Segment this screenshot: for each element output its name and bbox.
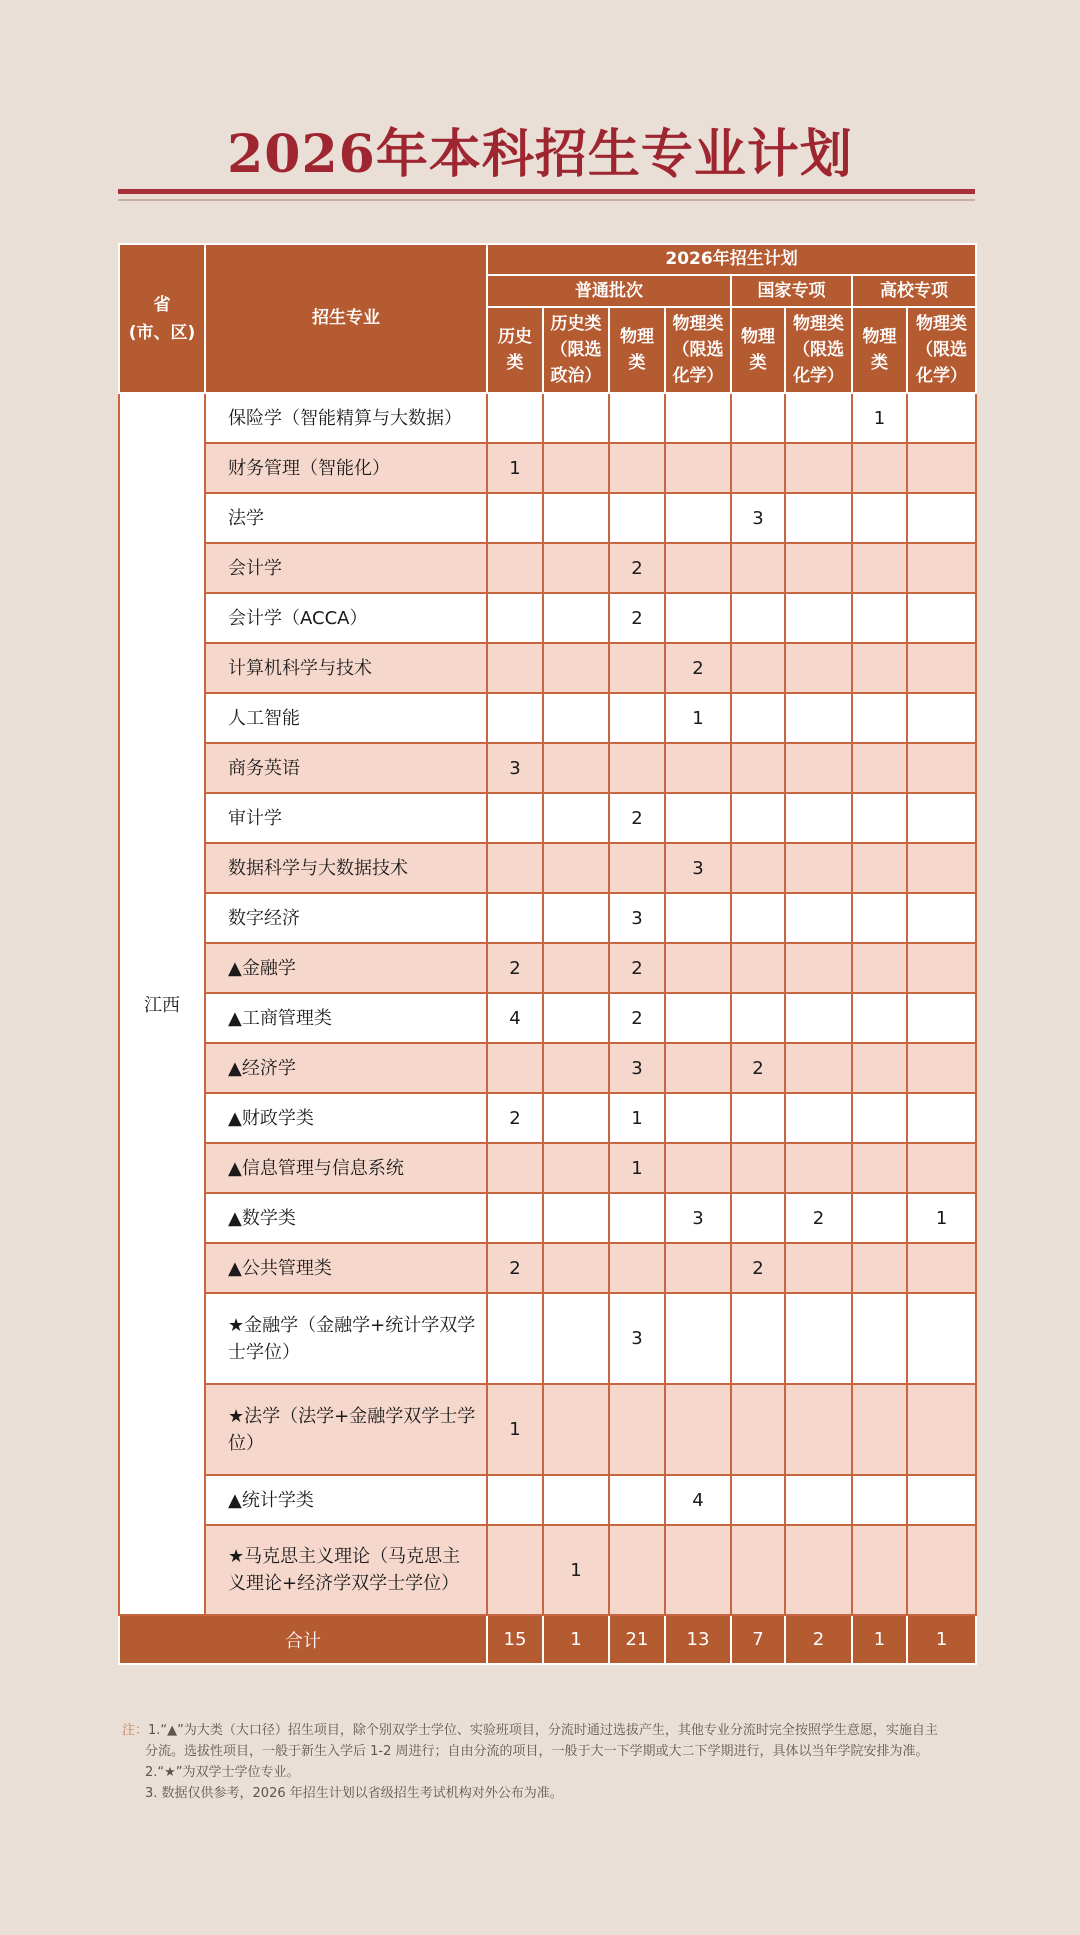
quota-cell	[852, 793, 907, 843]
quota-cell: 2	[609, 793, 665, 843]
quota-cell	[487, 393, 543, 443]
quota-cell: 2	[487, 943, 543, 993]
table-row	[119, 543, 976, 593]
quota-cell	[852, 443, 907, 493]
quota-cell	[665, 993, 731, 1043]
table-row	[119, 643, 976, 693]
quota-cell	[609, 443, 665, 493]
quota-cell	[731, 1293, 785, 1384]
province-cell: 江西	[119, 393, 205, 1615]
major-name: 数据科学与大数据技术	[205, 843, 487, 893]
quota-cell: 3	[665, 1193, 731, 1243]
quota-cell	[731, 893, 785, 943]
quota-cell	[731, 643, 785, 693]
quota-cell	[852, 893, 907, 943]
note-line-3: 2.“★”为双学士学位专业。	[145, 1765, 300, 1780]
total-cell: 13	[665, 1615, 731, 1664]
quota-cell	[731, 1525, 785, 1615]
quota-cell	[907, 843, 976, 893]
quota-cell	[907, 993, 976, 1043]
quota-cell	[785, 643, 852, 693]
table-row	[119, 743, 976, 793]
total-cell: 7	[731, 1615, 785, 1664]
major-name: ▲金融学	[205, 943, 487, 993]
quota-cell	[487, 1293, 543, 1384]
quota-cell	[852, 543, 907, 593]
table-row	[119, 1384, 976, 1475]
quota-cell	[785, 843, 852, 893]
quota-cell: 2	[609, 943, 665, 993]
major-name: ▲工商管理类	[205, 993, 487, 1043]
quota-cell	[852, 1293, 907, 1384]
quota-cell	[609, 1525, 665, 1615]
quota-cell	[785, 543, 852, 593]
major-name: 人工智能	[205, 693, 487, 743]
quota-cell	[852, 643, 907, 693]
major-name: 计算机科学与技术	[205, 643, 487, 693]
total-cell: 1	[852, 1615, 907, 1664]
quota-cell	[665, 1093, 731, 1143]
table-row	[119, 1143, 976, 1193]
quota-cell	[852, 1193, 907, 1243]
quota-cell	[785, 593, 852, 643]
quota-cell	[785, 893, 852, 943]
table-row	[119, 1525, 976, 1615]
table-row	[119, 993, 976, 1043]
quota-cell	[907, 1384, 976, 1475]
quota-cell	[609, 393, 665, 443]
quota-cell	[907, 893, 976, 943]
quota-cell	[731, 693, 785, 743]
quota-cell	[785, 1043, 852, 1093]
quota-cell	[487, 1525, 543, 1615]
quota-cell	[665, 493, 731, 543]
quota-cell	[665, 793, 731, 843]
quota-cell	[785, 1143, 852, 1193]
quota-cell	[543, 593, 609, 643]
major-name: ▲经济学	[205, 1043, 487, 1093]
quota-cell: 1	[487, 1384, 543, 1475]
quota-cell	[543, 743, 609, 793]
major-name: ▲信息管理与信息系统	[205, 1143, 487, 1193]
quota-cell: 2	[487, 1243, 543, 1293]
quota-cell	[731, 1193, 785, 1243]
total-cell: 15	[487, 1615, 543, 1664]
column-header-7: 物理 类	[852, 307, 907, 393]
major-name: ★法学（法学+金融学双学士学位）	[205, 1384, 487, 1475]
quota-cell	[907, 1143, 976, 1193]
quota-cell	[665, 943, 731, 993]
quota-cell	[907, 1243, 976, 1293]
quota-cell	[487, 543, 543, 593]
table-row	[119, 1293, 976, 1384]
quota-cell	[665, 1293, 731, 1384]
quota-cell	[609, 493, 665, 543]
quota-cell	[543, 1293, 609, 1384]
quota-cell	[731, 443, 785, 493]
quota-cell: 3	[609, 893, 665, 943]
group-header-national: 国家专项	[731, 275, 852, 307]
quota-cell	[665, 743, 731, 793]
quota-cell	[852, 593, 907, 643]
quota-cell	[543, 793, 609, 843]
quota-cell	[609, 843, 665, 893]
quota-cell: 2	[609, 993, 665, 1043]
quota-cell	[731, 943, 785, 993]
quota-cell	[852, 743, 907, 793]
quota-cell	[487, 593, 543, 643]
quota-cell	[543, 443, 609, 493]
quota-cell	[785, 693, 852, 743]
quota-cell	[785, 793, 852, 843]
quota-cell	[543, 1193, 609, 1243]
quota-cell: 2	[665, 643, 731, 693]
quota-cell	[852, 1475, 907, 1525]
quota-cell	[907, 743, 976, 793]
table-row	[119, 943, 976, 993]
quota-cell	[609, 1243, 665, 1293]
enrollment-plan-table	[118, 243, 977, 1665]
major-name: 数字经济	[205, 893, 487, 943]
quota-cell	[731, 1475, 785, 1525]
table-row	[119, 893, 976, 943]
quota-cell	[731, 393, 785, 443]
quota-cell	[731, 543, 785, 593]
quota-cell	[665, 443, 731, 493]
quota-cell	[785, 493, 852, 543]
table-row	[119, 493, 976, 543]
quota-cell: 3	[609, 1293, 665, 1384]
quota-cell: 3	[731, 493, 785, 543]
quota-cell	[665, 543, 731, 593]
quota-cell	[907, 693, 976, 743]
page-title: 2026年本科招生专业计划	[227, 124, 853, 185]
quota-cell	[785, 1475, 852, 1525]
table-row	[119, 443, 976, 493]
quota-cell	[665, 1525, 731, 1615]
quota-cell	[665, 593, 731, 643]
quota-cell	[543, 843, 609, 893]
table-row	[119, 1193, 976, 1243]
quota-cell	[543, 1384, 609, 1475]
table-row	[119, 593, 976, 643]
quota-cell	[543, 943, 609, 993]
total-cell: 1	[543, 1615, 609, 1664]
table-row	[119, 1243, 976, 1293]
quota-cell	[543, 993, 609, 1043]
column-header-5: 物理 类	[731, 307, 785, 393]
quota-cell	[852, 693, 907, 743]
total-label: 合计	[119, 1615, 487, 1664]
table-row	[119, 1475, 976, 1525]
group-header-regular: 普通批次	[487, 275, 731, 307]
major-name: ▲财政学类	[205, 1093, 487, 1143]
quota-cell	[852, 1143, 907, 1193]
quota-cell	[487, 1143, 543, 1193]
note-line-1: 注：1.“▲”为大类（大口径）招生项目，除个别双学士学位、实验班项目，分流时通过选拔产生，其他专业分流时完全按照学生意愿，实施自主	[122, 1723, 938, 1738]
quota-cell: 4	[665, 1475, 731, 1525]
quota-cell	[907, 393, 976, 443]
quota-cell	[665, 393, 731, 443]
group-header-university: 高校专项	[852, 275, 976, 307]
quota-cell	[487, 843, 543, 893]
quota-cell	[907, 493, 976, 543]
column-header-6: 物理类 （限选 化学）	[785, 307, 852, 393]
major-name: ▲公共管理类	[205, 1243, 487, 1293]
quota-cell	[785, 1243, 852, 1293]
quota-cell	[543, 1093, 609, 1143]
quota-cell	[907, 643, 976, 693]
quota-cell	[852, 1043, 907, 1093]
quota-cell	[785, 993, 852, 1043]
quota-cell	[665, 1243, 731, 1293]
quota-cell	[907, 943, 976, 993]
table-row	[119, 1093, 976, 1143]
quota-cell	[785, 943, 852, 993]
title-rule-thin	[118, 199, 975, 201]
quota-cell: 3	[665, 843, 731, 893]
plan-header: 2026年招生计划	[487, 244, 976, 275]
quota-cell	[907, 1093, 976, 1143]
notes	[122, 1720, 982, 1804]
quota-cell	[665, 1043, 731, 1093]
quota-cell	[665, 1143, 731, 1193]
quota-cell	[785, 1093, 852, 1143]
quota-cell	[609, 1193, 665, 1243]
major-name: ★马克思主义理论（马克思主义理论+经济学双学士学位）	[205, 1525, 487, 1615]
quota-cell	[543, 543, 609, 593]
quota-cell	[907, 793, 976, 843]
quota-cell	[487, 643, 543, 693]
quota-cell	[907, 543, 976, 593]
quota-cell: 2	[487, 1093, 543, 1143]
major-name: 商务英语	[205, 743, 487, 793]
quota-cell	[487, 1043, 543, 1093]
major-name: ▲统计学类	[205, 1475, 487, 1525]
quota-cell: 1	[852, 393, 907, 443]
quota-cell	[907, 1525, 976, 1615]
major-name: 法学	[205, 493, 487, 543]
quota-cell	[487, 793, 543, 843]
quota-cell	[852, 1243, 907, 1293]
quota-cell	[785, 1384, 852, 1475]
major-name: ★金融学（金融学+统计学双学士学位）	[205, 1293, 487, 1384]
quota-cell	[731, 593, 785, 643]
quota-cell	[543, 493, 609, 543]
quota-cell: 4	[487, 993, 543, 1043]
quota-cell	[543, 393, 609, 443]
quota-cell	[731, 843, 785, 893]
quota-cell	[852, 1525, 907, 1615]
total-cell: 1	[907, 1615, 976, 1664]
quota-cell	[785, 1525, 852, 1615]
quota-cell	[665, 893, 731, 943]
quota-cell	[487, 1193, 543, 1243]
quota-cell	[731, 743, 785, 793]
quota-cell	[543, 1475, 609, 1525]
quota-cell	[907, 593, 976, 643]
major-name: 会计学（ACCA）	[205, 593, 487, 643]
table-row	[119, 843, 976, 893]
quota-cell	[852, 1093, 907, 1143]
quota-cell	[907, 1475, 976, 1525]
table-row	[119, 793, 976, 843]
quota-cell: 2	[731, 1243, 785, 1293]
quota-cell	[487, 893, 543, 943]
quota-cell	[785, 443, 852, 493]
table-row	[119, 393, 976, 443]
quota-cell	[543, 893, 609, 943]
quota-cell	[487, 493, 543, 543]
table-row	[119, 1043, 976, 1093]
column-header-8: 物理类 （限选 化学）	[907, 307, 976, 393]
quota-cell	[907, 1293, 976, 1384]
quota-cell: 3	[487, 743, 543, 793]
quota-cell	[731, 1384, 785, 1475]
quota-cell	[609, 693, 665, 743]
quota-cell: 2	[785, 1193, 852, 1243]
column-header-4: 物理类 （限选 化学）	[665, 307, 731, 393]
quota-cell	[731, 1093, 785, 1143]
quota-cell	[543, 1043, 609, 1093]
quota-cell: 3	[609, 1043, 665, 1093]
quota-cell	[907, 443, 976, 493]
quota-cell	[665, 1384, 731, 1475]
quota-cell	[487, 693, 543, 743]
quota-cell: 2	[609, 593, 665, 643]
quota-cell	[543, 1243, 609, 1293]
column-header-2: 历史类 （限选 政治）	[543, 307, 609, 393]
table-row	[119, 693, 976, 743]
quota-cell: 1	[609, 1093, 665, 1143]
major-name: 保险学（智能精算与大数据）	[205, 393, 487, 443]
major-header: 招生专业	[205, 244, 487, 393]
quota-cell	[487, 1475, 543, 1525]
quota-cell	[543, 1143, 609, 1193]
quota-cell	[609, 1384, 665, 1475]
quota-cell: 2	[731, 1043, 785, 1093]
quota-cell	[852, 943, 907, 993]
total-cell: 2	[785, 1615, 852, 1664]
quota-cell	[609, 1475, 665, 1525]
quota-cell: 1	[487, 443, 543, 493]
quota-cell	[731, 1143, 785, 1193]
province-header: 省 (市、区)	[119, 244, 205, 393]
quota-cell	[907, 1043, 976, 1093]
quota-cell: 1	[665, 693, 731, 743]
quota-cell: 2	[609, 543, 665, 593]
note-line-2: 分流。选拔性项目，一般于新生入学后 1-2 周进行；自由分流的项目，一般于大一下学期或大二下学期进行，具体以当年学院安排为准。	[145, 1744, 929, 1759]
column-header-1: 历史 类	[487, 307, 543, 393]
quota-cell	[543, 693, 609, 743]
total-cell: 21	[609, 1615, 665, 1664]
quota-cell	[852, 993, 907, 1043]
column-header-3: 物理 类	[609, 307, 665, 393]
major-name: 财务管理（智能化）	[205, 443, 487, 493]
quota-cell	[543, 643, 609, 693]
quota-cell	[609, 743, 665, 793]
quota-cell	[785, 743, 852, 793]
quota-cell	[731, 793, 785, 843]
quota-cell	[731, 993, 785, 1043]
quota-cell	[852, 493, 907, 543]
major-name: ▲数学类	[205, 1193, 487, 1243]
quota-cell: 1	[609, 1143, 665, 1193]
quota-cell	[852, 843, 907, 893]
quota-cell: 1	[543, 1525, 609, 1615]
major-name: 审计学	[205, 793, 487, 843]
quota-cell	[609, 643, 665, 693]
quota-cell	[852, 1384, 907, 1475]
quota-cell	[785, 393, 852, 443]
major-name: 会计学	[205, 543, 487, 593]
quota-cell: 1	[907, 1193, 976, 1243]
note-line-4: 3. 数据仅供参考，2026 年招生计划以省级招生考试机构对外公布为准。	[145, 1786, 563, 1801]
quota-cell	[785, 1293, 852, 1384]
title-rule-thick	[118, 189, 975, 194]
